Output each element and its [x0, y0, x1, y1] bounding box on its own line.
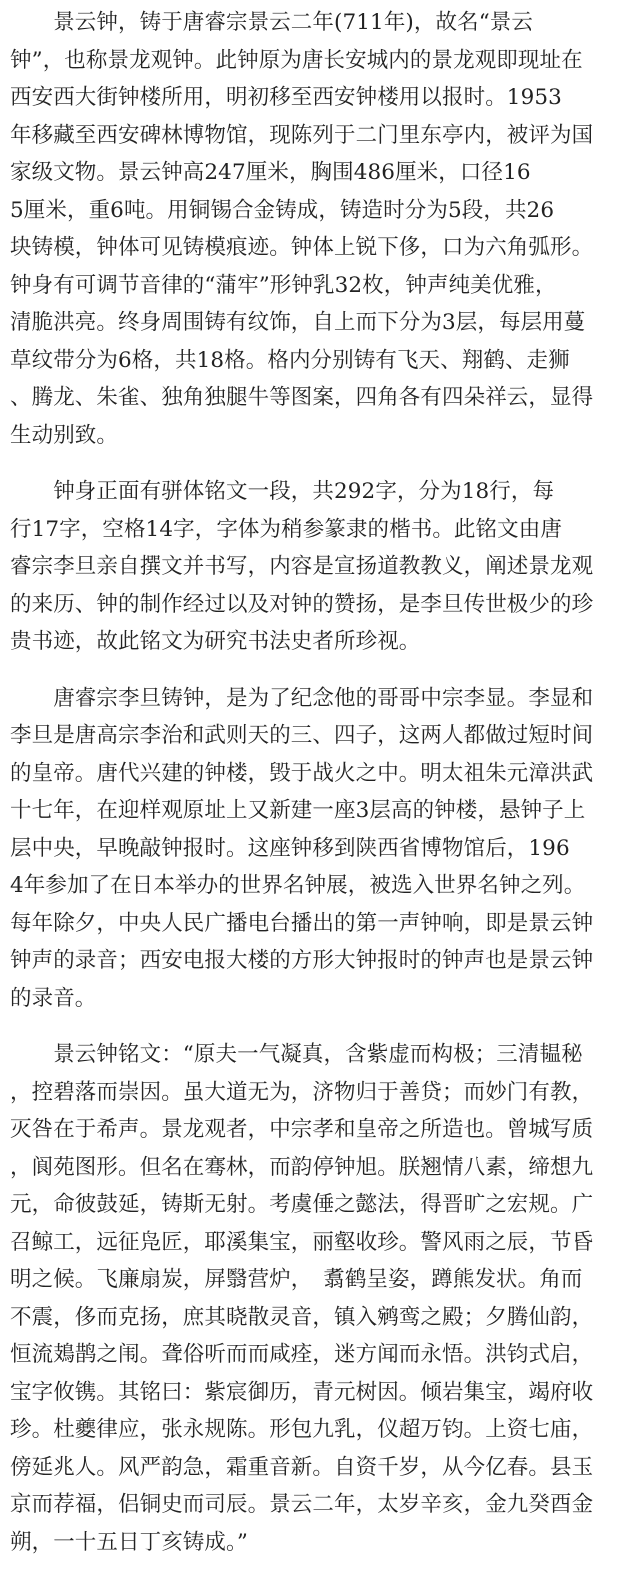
- text-line: 生动别致。: [10, 422, 119, 448]
- text-line: 京而荐福，侣铜史而司辰。景云二年，太岁辛亥，金九癸酉金: [10, 1492, 594, 1517]
- text-line: 召鲸工，远征凫匠，耶溪集宝，丽壑收珍。警风雨之辰，节昏: [10, 1229, 594, 1255]
- text-line: ，控碧落而崇因。虽大道无为，济物归于善贷；而妙门有教，: [10, 1079, 594, 1105]
- text-line: 的皇帝。唐代兴建的钟楼，毁于战火之中。明太祖朱元漳洪武: [10, 760, 594, 786]
- text-line: 李旦是唐高宗李治和武则天的三、四子，这两人都做过短时间: [10, 723, 594, 748]
- text-line: 明之候。飞廉扇炭，屏翳营炉， 翥鹤呈姿，蹲熊发状。角而: [10, 1267, 583, 1292]
- text-line: 钟声的录音；西安电报大楼的方形大钟报时的钟声也是景云钟: [10, 948, 594, 973]
- text-line: 块铸模，钟体可见铸模痕迹。钟体上锐下侈，口为六角弧形。: [10, 235, 594, 260]
- text-line: 清脆洪亮。终身周围铸有纹饰，自上而下分为3层，每层用蔓: [10, 310, 586, 335]
- text-line: 行17字，空格14字，字体为稍参篆隶的楷书。此铭文由唐: [10, 516, 562, 542]
- text-line: 宝字攸镌。其铭曰：紫宸御历，青元树因。倾岩集宝，竭府收: [10, 1379, 594, 1405]
- text-line: 贵书迹，故此铭文为研究书法史者所珍视。: [10, 629, 421, 654]
- text-line: 钟”，也称景龙观钟。此钟原为唐长安城内的景龙观即现址在: [10, 47, 583, 73]
- text-line: 西安西大街钟楼所用，明初移至西安钟楼用以报时。1953: [10, 85, 562, 110]
- paragraph-inscription-info: [10, 473, 634, 661]
- text-line: 元，命彼鼓延，铸斯无射。考虞倕之懿法，得晋旷之宏规。广: [10, 1192, 594, 1217]
- text-line: 景云钟，铸于唐睿宗景云二年(711年)，故名“景云: [10, 10, 534, 35]
- text-line: 层中央，早晚敲钟报时。这座钟移到陕西省博物馆后，196: [10, 835, 570, 861]
- text-line: 恒流鳷鹊之闱。聋俗听而而咸痊，迷方闻而永悟。洪钧式启，: [10, 1342, 594, 1367]
- text-line: ，阆苑图形。但名在骞林，而韵停钟旭。朕翘情八素，缔想九: [10, 1154, 594, 1180]
- text-line: 钟身有可调节音律的“蒲牢”形钟乳32枚，钟声纯美优雅，: [10, 272, 557, 298]
- text-line: 4年参加了在日本举办的世界名钟展，被选入世界名钟之列。: [10, 873, 586, 898]
- text-line: 不震，侈而克扬，庶其晓散灵音，镇入鹓鸾之殿；夕腾仙韵，: [10, 1304, 594, 1330]
- text-line: 傍延兆人。风严韵急，霜重音新。自资千岁，从今亿春。县玉: [10, 1454, 594, 1480]
- paragraph-bell-description: [10, 4, 634, 454]
- text-line: 十七年，在迎样观原址上又新建一座3层高的钟楼，悬钟子上: [10, 798, 586, 823]
- text-line: 睿宗李旦亲自撰文并书写，内容是宣扬道教教义，阐述景龙观: [10, 554, 594, 579]
- paragraph-history: [10, 680, 634, 1018]
- paragraph-inscription-text: [10, 1036, 634, 1561]
- text-line: 钟身正面有骈体铭文一段，共292字，分为18行，每: [10, 479, 555, 504]
- text-line: 景云钟铭文：“原夫一气凝真，含紫虚而构极；三清韫秘: [10, 1042, 583, 1067]
- text-line: 珍。杜夔律应，张永规陈。形包九乳，仪超万钧。上资七庙，: [10, 1417, 594, 1442]
- text-line: 灭咎在于希声。景龙观者，中宗孝和皇帝之所造也。曾城写质: [10, 1117, 594, 1142]
- text-line: 的来历、钟的制作经过以及对钟的赞扬，是李旦传世极少的珍: [10, 591, 594, 617]
- text-line: 5厘米，重6吨。用铜锡合金铸成，铸造时分为5段，共26: [10, 197, 555, 223]
- article-body: [10, 4, 634, 1580]
- text-line: 草纹带分为6格，共18格。格内分别铸有飞天、翔鹤、走狮: [10, 347, 570, 373]
- text-line: 年移藏至西安碑林博物馆，现陈列于二门里东亭内，被评为国: [10, 122, 594, 148]
- text-line: 家级文物。景云钟高247厘米，胸围486厘米，口径16: [10, 160, 531, 185]
- text-line: 唐睿宗李旦铸钟，是为了纪念他的哥哥中宗李显。李显和: [10, 685, 594, 711]
- text-line: 、腾龙、朱雀、独角独腿牛等图案，四角各有四朵祥云，显得: [10, 385, 594, 410]
- text-line: 朔，一十五日丁亥铸成。”: [10, 1529, 248, 1555]
- text-line: 每年除夕，中央人民广播电台播出的第一声钟响，即是景云钟: [10, 910, 594, 936]
- text-line: 的录音。: [10, 985, 97, 1011]
